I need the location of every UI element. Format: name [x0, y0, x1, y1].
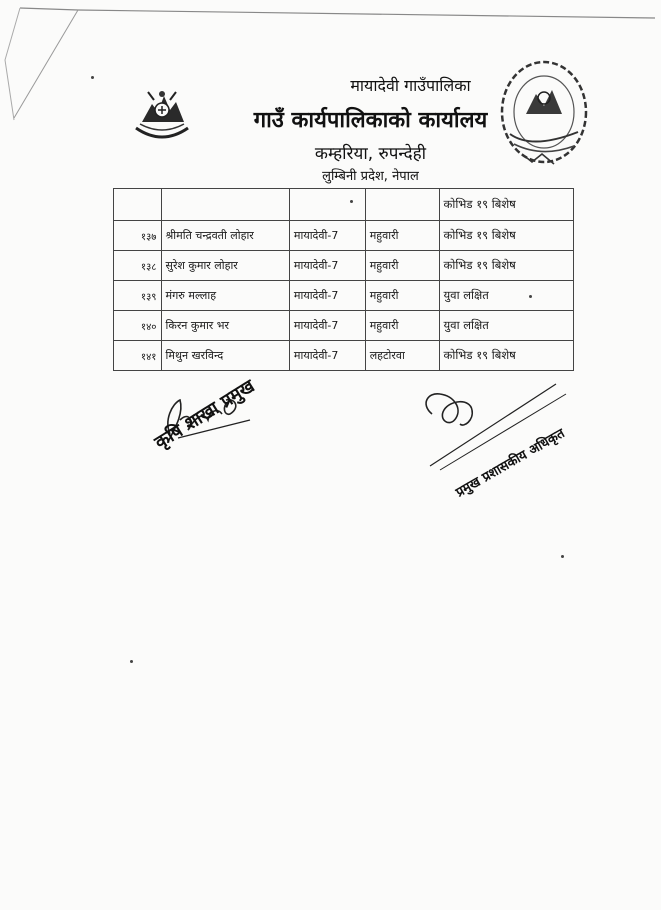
name-cell: सुरेश कुमार लोहार — [161, 251, 289, 281]
table-row — [114, 189, 574, 221]
place-cell: महुवारी — [365, 281, 439, 311]
right-stamp-text: प्रमुख प्रशासकीय अधिकृत — [453, 426, 568, 501]
table-row — [114, 341, 574, 371]
address-cell — [289, 189, 365, 221]
table-row — [114, 311, 574, 341]
scan-speck — [529, 295, 532, 298]
scan-speck — [350, 200, 353, 203]
category-cell: कोभिड १९ बिशेष — [439, 341, 573, 371]
place-cell: महुवारी — [365, 221, 439, 251]
right-signature-icon — [410, 374, 570, 474]
left-stamp-text: कृषि शाखा प्रमुख — [151, 375, 259, 454]
category-cell: कोभिड १९ बिशेष — [439, 221, 573, 251]
province-line: लुम्बिनी प्रदेश, नेपाल — [322, 169, 419, 184]
scan-speck — [561, 555, 564, 558]
municipality-name: मायादेवी गाउँपालिका — [350, 76, 471, 95]
serial-number-cell — [114, 189, 162, 221]
category-cell: युवा लक्षित — [439, 281, 573, 311]
office-seal-icon — [492, 54, 596, 174]
name-cell: मिथुन खरविन्द — [161, 341, 289, 371]
office-title: गाउँ कार्यपालिकाको कार्यालय — [253, 108, 488, 133]
name-cell — [161, 189, 289, 221]
category-cell: युवा लक्षित — [439, 311, 573, 341]
table-row — [114, 221, 574, 251]
place-cell — [365, 189, 439, 221]
scan-speck — [130, 660, 133, 663]
address-cell: मायादेवी-7 — [289, 221, 365, 251]
place-cell: महुवारी — [365, 311, 439, 341]
address-cell: मायादेवी-7 — [289, 281, 365, 311]
name-cell: किरन कुमार भर — [161, 311, 289, 341]
table-row — [114, 281, 574, 311]
office-location: कम्हरिया, रुपन्देही — [314, 144, 427, 164]
serial-number-cell: १४० — [114, 311, 162, 341]
serial-number-cell: १४१ — [114, 341, 162, 371]
address-cell: मायादेवी-7 — [289, 311, 365, 341]
category-cell: कोभिड १९ बिशेष — [439, 189, 573, 221]
table-row — [114, 251, 574, 281]
name-cell: मंगरु मल्लाह — [161, 281, 289, 311]
name-cell: श्रीमति चन्द्रवती लोहार — [161, 221, 289, 251]
serial-number-cell: १३८ — [114, 251, 162, 281]
address-cell: मायादेवी-7 — [289, 251, 365, 281]
address-cell: मायादेवी-7 — [289, 341, 365, 371]
serial-number-cell: १३७ — [114, 221, 162, 251]
place-cell: लहटोरवा — [365, 341, 439, 371]
beneficiary-table — [113, 188, 574, 371]
place-cell: महुवारी — [365, 251, 439, 281]
scan-speck — [91, 76, 94, 79]
category-cell: कोभिड १९ बिशेष — [439, 251, 573, 281]
serial-number-cell: १३९ — [114, 281, 162, 311]
